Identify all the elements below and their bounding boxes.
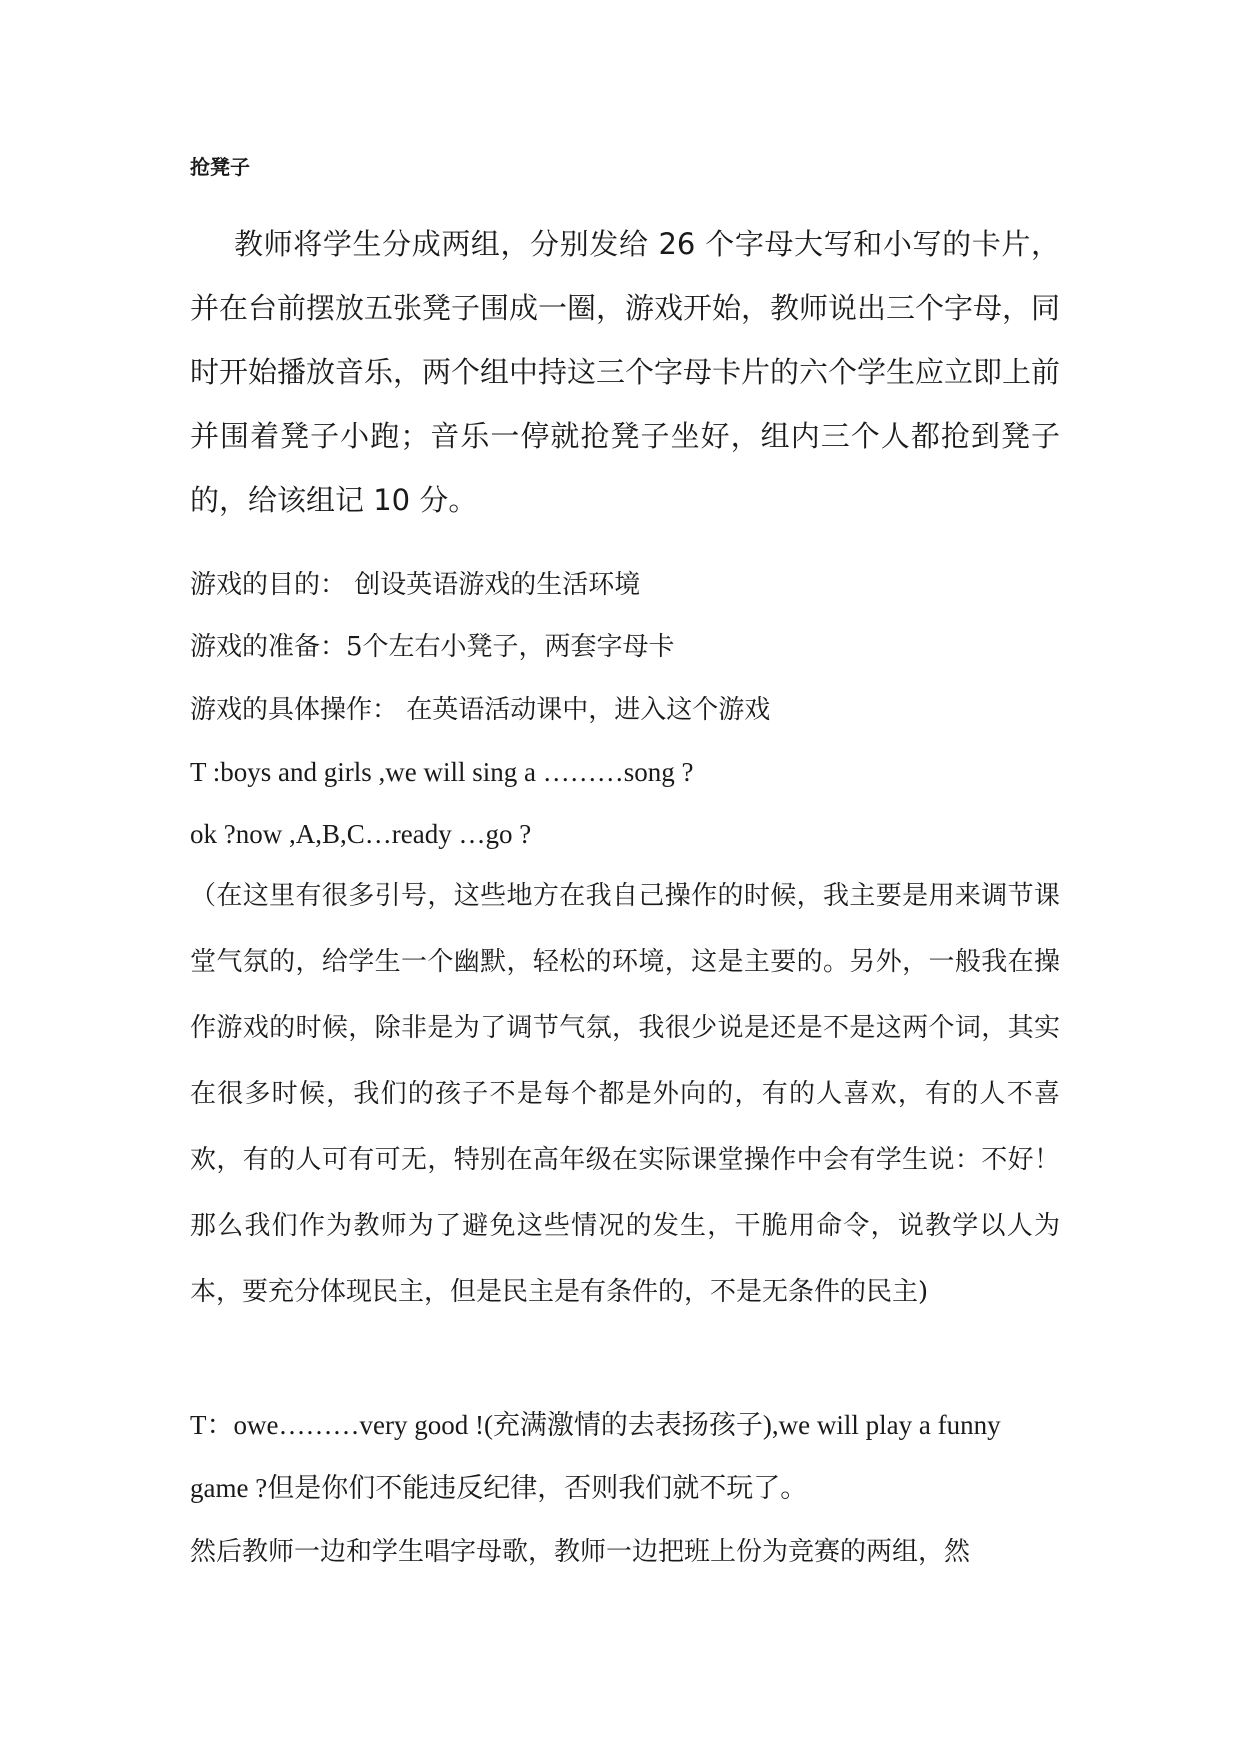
game-operation-line: 游戏的具体操作： 在英语活动课中，进入这个游戏 [190, 695, 771, 725]
document-title: 抢凳子 [190, 155, 250, 179]
dialog-line-4: game ?但是你们不能违反纪律，否则我们就不玩了。 [190, 1473, 808, 1503]
dialog-line-1: T :boys and girls ,we will sing a ………song ? [190, 757, 694, 787]
teacher-note-paragraph: （在这里有很多引号，这些地方在我自己操作的时候，我主要是用来调节课堂气氛的，给学生一个幽默，轻松的环境，这是主要的。另外，一般我在操作游戏的时候，除非是为了调节气氛，我很少说是还是不是这两个词，其实在很多时候，我们的孩子不是每个都是外向的，有的人喜欢，有的人不喜欢，有的人可有可无，特别在高年级在实际课堂操作中会有学生说：不好！那么我们作为教师为了避免这些情况的发生，干脆用命令，说教学以人为本，要充分体现民主，但是民主是有条件的，不是无条件的民主) [190, 881, 1060, 1307]
closing-line: 然后教师一边和学生唱字母歌，教师一边把班上份为竞赛的两组，然 [190, 1537, 971, 1567]
dialog-line-3: T：owe………very good !(充满激情的去表扬孩子),we will play a funny [190, 1410, 1001, 1440]
game-purpose-line: 游戏的目的： 创设英语游戏的生活环境 [190, 570, 641, 600]
game-preparation-line: 游戏的准备：5个左右小凳子，两套字母卡 [190, 632, 675, 662]
dialog-line-2: ok ?now ,A,B,C…ready …go ? [190, 819, 532, 849]
intro-paragraph: 教师将学生分成两组，分别发给 26 个字母大写和小写的卡片，并在台前摆放五张凳子围成一圈，游戏开始，教师说出三个字母，同时开始播放音乐，两个组中持这三个字母卡片的六个学生应立即上前并围着凳子小跑；音乐一停就抢凳子坐好，组内三个人都抢到凳子的，给该组记 10 分。 [190, 227, 1061, 517]
